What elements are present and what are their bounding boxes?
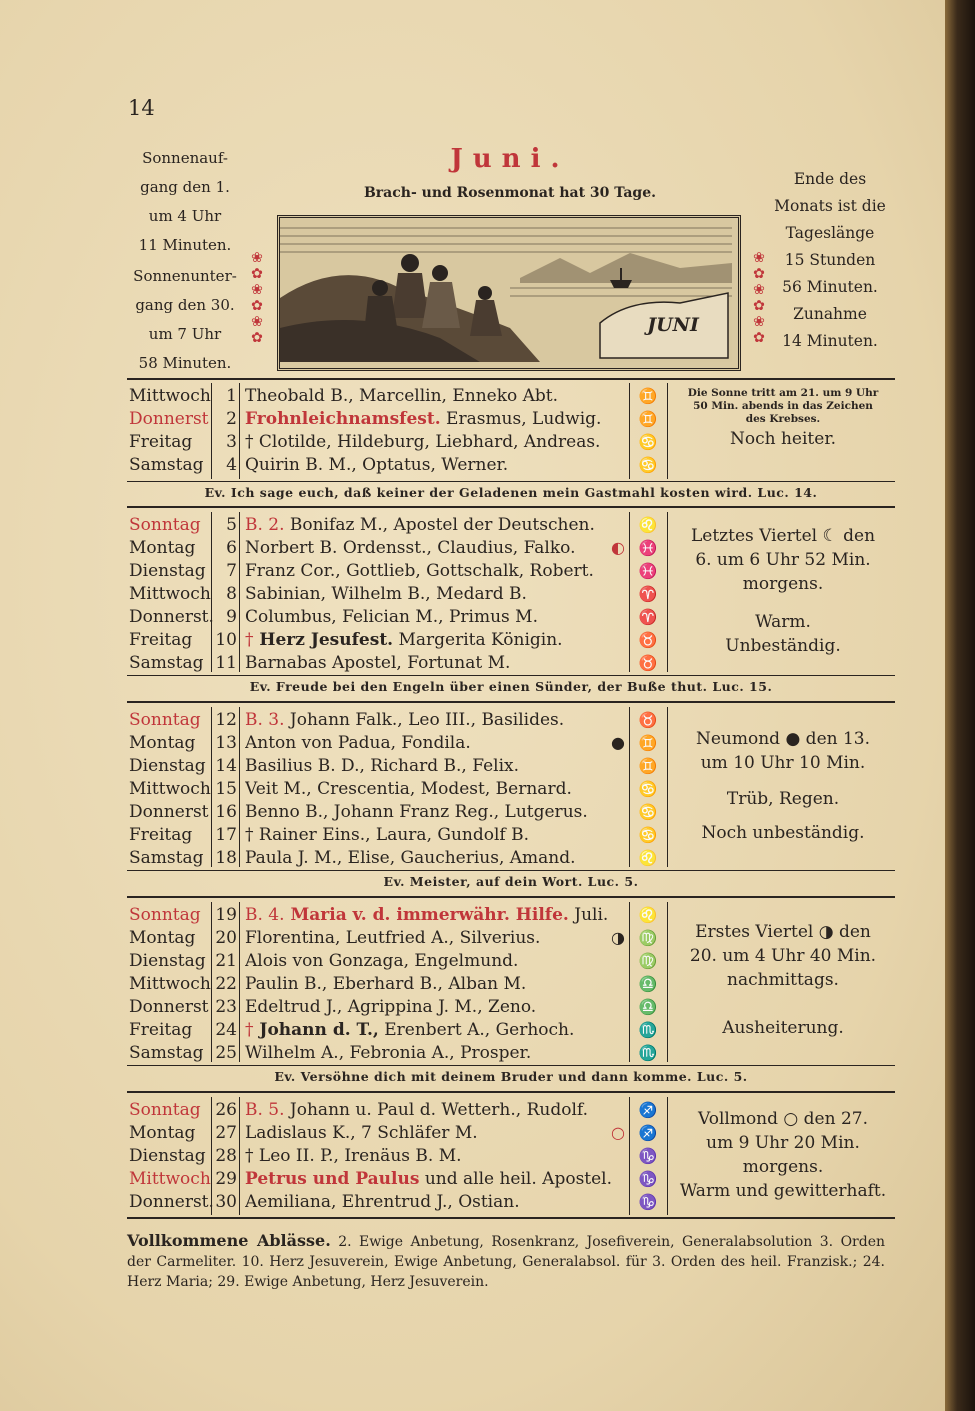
- day-number: 23: [215, 997, 237, 1017]
- sunday-number: B. 3.: [245, 710, 285, 730]
- saints-text: Edeltrud J., Agrippina J. M., Zeno.: [245, 997, 537, 1017]
- saints-text: Veit M., Crescentia, Modest, Bernard.: [245, 779, 572, 799]
- saints-names: Johann Falk., Leo III., Basilides.: [284, 710, 565, 730]
- sunday-number: B. 5.: [245, 1100, 285, 1120]
- feast-name: Maria v. d. immerwähr. Hilfe.: [284, 905, 569, 925]
- taurus-icon: ♉: [638, 711, 658, 729]
- day-number: 12: [215, 710, 237, 730]
- gospel-line: Ev. Versöhne dich mit deinem Bruder und dann komme. Luc. 5.: [274, 1069, 748, 1084]
- day-number: 19: [215, 905, 237, 925]
- virgo-icon: ♍: [638, 952, 658, 970]
- saints-text: Ladislaus K., 7 Schläfer M.: [245, 1123, 478, 1143]
- saints-text: [245, 408, 627, 430]
- week-note: [672, 1107, 894, 1203]
- day-number: 13: [215, 733, 237, 753]
- divider: [127, 378, 895, 380]
- saints-text: Wilhelm A., Febronia A., Prosper.: [245, 1043, 532, 1063]
- right-note-line: Zunahme: [793, 305, 867, 323]
- weather-note: Warm und gewitterhaft.: [679, 1181, 887, 1201]
- weekday: Sonntag: [129, 1100, 201, 1120]
- sagittarius-icon: ♐: [638, 1124, 658, 1142]
- weekday: Samstag: [129, 1043, 204, 1063]
- weekday: Dienstag: [129, 951, 206, 971]
- left-note-line: 58 Minuten.: [138, 354, 232, 372]
- day-number: 6: [226, 538, 237, 558]
- taurus-icon: ♉: [638, 654, 658, 672]
- weather-note: Trüb, Regen.: [726, 789, 840, 809]
- saints-names: Juli.: [568, 905, 609, 925]
- saints-text: [245, 514, 627, 536]
- libra-icon: ♎: [638, 998, 658, 1016]
- right-note-line: 56 Minuten.: [782, 278, 878, 296]
- saints-names: Erasmus, Ludwig.: [440, 409, 602, 429]
- fasting-cross: †: [245, 1020, 254, 1040]
- day-number: 29: [215, 1169, 237, 1189]
- saints-text: Anton von Padua, Fondila.: [245, 733, 471, 753]
- weekday: Dienstag: [129, 561, 206, 581]
- saints-text: Sabinian, Wilhelm B., Medard B.: [245, 584, 527, 604]
- right-note-line: 14 Minuten.: [782, 332, 878, 350]
- saints-text: Norbert B. Ordensst., Claudius, Falko.: [245, 538, 576, 558]
- saints-text: Paulin B., Eberhard B., Alban M.: [245, 974, 527, 994]
- note-line: Letztes Viertel ☾ den: [690, 526, 876, 546]
- gospel-line: Ev. Ich sage euch, daß keiner der Geladenen mein Gastmahl kosten wird. Luc. 14.: [204, 485, 818, 500]
- divider: [127, 1091, 895, 1093]
- feast-name: Johann d. T.,: [253, 1020, 379, 1040]
- note-line: um 10 Uhr 10 Min.: [700, 753, 866, 773]
- cancer-icon: ♋: [638, 780, 658, 798]
- cancer-icon: ♋: [638, 803, 658, 821]
- note-line: morgens.: [742, 574, 824, 594]
- day-number: 10: [215, 630, 237, 650]
- day-number: 17: [215, 825, 237, 845]
- saints-text: [245, 1019, 627, 1041]
- weekday: Mittwoch: [129, 779, 211, 799]
- left-note-line: gang den 30.: [135, 296, 235, 314]
- saints-text: Florentina, Leutfried A., Silverius.: [245, 928, 541, 948]
- month-illustration: [277, 215, 741, 371]
- scorpio-icon: ♏: [638, 1021, 658, 1039]
- weekday: Donnerst: [129, 409, 209, 429]
- floral-ornament-icon: ❀ ✿ ❀ ✿ ❀ ✿: [753, 250, 765, 346]
- page-number: 14: [128, 96, 155, 120]
- saints-text: Aemiliana, Ehrentrud J., Ostian.: [245, 1192, 520, 1212]
- saints-text: [245, 629, 627, 651]
- moon-phase-icon: ●: [611, 733, 625, 752]
- divider: [127, 481, 895, 482]
- cancer-icon: ♋: [638, 826, 658, 844]
- feast-name: Petrus und Paulus: [245, 1169, 420, 1189]
- left-note-line: Sonnenauf-: [142, 149, 228, 167]
- saints-names: Johann u. Paul d. Wetterh., Rudolf.: [284, 1100, 588, 1120]
- sunday-number: B. 2.: [245, 515, 285, 535]
- divider: [127, 506, 895, 508]
- week-block: [127, 512, 895, 674]
- taurus-icon: ♉: [638, 631, 658, 649]
- gemini-icon: ♊: [638, 410, 658, 428]
- day-number: 20: [215, 928, 237, 948]
- note-line: Vollmond ○ den 27.: [698, 1109, 868, 1129]
- weekday: Sonntag: [129, 905, 201, 925]
- saints-names: und alle heil. Apostel.: [419, 1169, 613, 1189]
- day-number: 4: [226, 455, 237, 475]
- footer-text: 2. Ewige Anbetung, Rosenkranz, Josefiverein, Generalabsolution 3. Orden der Carmeliter. 10. Herz Jesuverein, Ewige Anbetung, Generalabsol. für 3. Orden des heil. Franzisk.; 24. Herz Maria; 29. Ewige Anbetung, Herz Jesuverein.: [127, 1234, 885, 1290]
- virgo-icon: ♍: [638, 929, 658, 947]
- scorpio-icon: ♏: [638, 1044, 658, 1062]
- day-number: 14: [215, 756, 237, 776]
- note-line: um 9 Uhr 20 Min.: [706, 1133, 860, 1153]
- pisces-icon: ♓: [638, 539, 658, 557]
- week-note: [672, 387, 894, 452]
- day-length-note: [765, 166, 895, 355]
- weekday: Donnerst: [129, 997, 209, 1017]
- weather-note: Ausheiterung.: [722, 1018, 844, 1038]
- weekday: Freitag: [129, 1020, 193, 1040]
- weekday: Sonntag: [129, 515, 201, 535]
- leo-icon: ♌: [638, 906, 658, 924]
- day-row: [127, 847, 895, 869]
- weekday: Mittwoch: [129, 974, 211, 994]
- floral-ornament-icon: ❀ ✿ ❀ ✿ ❀ ✿: [251, 250, 263, 346]
- divider: [127, 1217, 895, 1219]
- saints-text: [245, 709, 627, 731]
- saints-text: [245, 904, 627, 926]
- saints-text: Paula J. M., Elise, Gaucherius, Amand.: [245, 848, 576, 868]
- day-number: 21: [215, 951, 237, 971]
- right-note-line: Tageslänge: [785, 224, 875, 242]
- left-note-line: gang den 1.: [140, 178, 230, 196]
- week-block: [127, 902, 895, 1064]
- note-line: des Krebses.: [745, 413, 821, 425]
- saints-text: Alois von Gonzaga, Engelmund.: [245, 951, 519, 971]
- day-number: 25: [215, 1043, 237, 1063]
- week-block: [127, 1097, 895, 1217]
- sagittarius-icon: ♐: [638, 1101, 658, 1119]
- feast-name: Herz Jesufest.: [253, 630, 394, 650]
- day-number: 8: [226, 584, 237, 604]
- feast-name: Frohnleichnamsfest.: [245, 409, 441, 429]
- aries-icon: ♈: [638, 608, 658, 626]
- sunrise-sunset-note: [130, 144, 240, 378]
- right-note-line: 15 Stunden: [784, 251, 876, 269]
- day-number: 3: [226, 432, 237, 452]
- day-number: 5: [226, 515, 237, 535]
- indulgences-footer: [127, 1231, 885, 1292]
- left-note-line: um 4 Uhr: [148, 207, 222, 225]
- weekday: Donnerst.: [129, 1192, 214, 1212]
- weather-note: Unbeständig.: [725, 636, 841, 656]
- saints-names: Margerita Königin.: [393, 630, 563, 650]
- day-number: 22: [215, 974, 237, 994]
- day-row: [127, 1042, 895, 1064]
- libra-icon: ♎: [638, 975, 658, 993]
- week-note: [672, 920, 894, 1040]
- weekday: Mittwoch: [129, 584, 211, 604]
- gemini-icon: ♊: [638, 757, 658, 775]
- day-number: 2: [226, 409, 237, 429]
- pisces-icon: ♓: [638, 562, 658, 580]
- saints-names: Bonifaz M., Apostel der Deutschen.: [284, 515, 595, 535]
- weather-note: Noch unbeständig.: [701, 823, 865, 843]
- weekday: Montag: [129, 538, 196, 558]
- banner-label: JUNI: [647, 314, 699, 336]
- month-subtitle: Brach- und Rosenmonat hat 30 Tage.: [363, 185, 657, 201]
- right-note-line: Monats ist die: [774, 197, 886, 215]
- saints-text: [245, 1099, 627, 1121]
- saints-text: Franz Cor., Gottlieb, Gottschalk, Robert.: [245, 561, 594, 581]
- note-line: 20. um 4 Uhr 40 Min.: [689, 946, 877, 966]
- aries-icon: ♈: [638, 585, 658, 603]
- weekday: Donnerst.: [129, 607, 214, 627]
- month-title: Juni.: [450, 144, 570, 174]
- day-number: 15: [215, 779, 237, 799]
- saints-text: Theobald B., Marcellin, Enneko Abt.: [245, 386, 559, 406]
- day-number: 27: [215, 1123, 237, 1143]
- saints-text: † Leo II. P., Irenäus B. M.: [245, 1146, 462, 1166]
- footer-title: Vollkommene Ablässe.: [127, 1231, 331, 1250]
- note-line: Die Sonne tritt am 21. um 9 Uhr: [687, 387, 879, 399]
- day-number: 24: [215, 1020, 237, 1040]
- weather-note: Warm.: [755, 612, 811, 632]
- capricorn-icon: ♑: [638, 1170, 658, 1188]
- divider: [127, 675, 895, 676]
- weekday: Montag: [129, 928, 196, 948]
- day-number: 16: [215, 802, 237, 822]
- weekday: Sonntag: [129, 710, 201, 730]
- week-block: [127, 707, 895, 869]
- note-line: morgens.: [742, 1157, 824, 1177]
- saints-text: Columbus, Felician M., Primus M.: [245, 607, 538, 627]
- saints-text: Barnabas Apostel, Fortunat M.: [245, 653, 511, 673]
- week-note: [672, 727, 894, 845]
- note-line: 6. um 6 Uhr 52 Min.: [695, 550, 871, 570]
- day-row: [127, 454, 895, 476]
- divider: [127, 870, 895, 871]
- saints-text: Benno B., Johann Franz Reg., Lutgerus.: [245, 802, 588, 822]
- right-note-line: Ende des: [793, 170, 867, 188]
- divider: [127, 896, 895, 898]
- weekday: Samstag: [129, 653, 204, 673]
- saints-text: [245, 1168, 627, 1190]
- week-block: [127, 383, 895, 483]
- gospel-line: Ev. Freude bei den Engeln über einen Sünder, der Buße thut. Luc. 15.: [249, 679, 773, 694]
- cancer-icon: ♋: [638, 433, 658, 451]
- day-number: 18: [215, 848, 237, 868]
- day-number: 30: [215, 1192, 237, 1212]
- gemini-icon: ♊: [638, 734, 658, 752]
- day-number: 26: [215, 1100, 237, 1120]
- weekday: Montag: [129, 733, 196, 753]
- left-note-line: um 7 Uhr: [148, 325, 222, 343]
- saints-text: Quirin B. M., Optatus, Werner.: [245, 455, 509, 475]
- moon-phase-icon: ◐: [611, 538, 625, 557]
- leo-icon: ♌: [638, 516, 658, 534]
- note-line: Erstes Viertel ◑ den: [695, 922, 871, 942]
- day-number: 9: [226, 607, 237, 627]
- day-number: 7: [226, 561, 237, 581]
- weekday: Donnerst: [129, 802, 209, 822]
- weekday: Mittwoch: [129, 386, 211, 406]
- weekday: Montag: [129, 1123, 196, 1143]
- left-note-line: 11 Minuten.: [138, 236, 232, 254]
- cancer-icon: ♋: [638, 456, 658, 474]
- weekday: Mittwoch: [129, 1169, 211, 1189]
- saints-text: † Rainer Eins., Laura, Gundolf B.: [245, 825, 530, 845]
- moon-phase-icon: ◑: [611, 928, 625, 947]
- leo-icon: ♌: [638, 849, 658, 867]
- weekday: Freitag: [129, 630, 193, 650]
- gospel-line: Ev. Meister, auf dein Wort. Luc. 5.: [383, 874, 639, 889]
- week-note: [672, 524, 894, 658]
- saints-text: † Clotilde, Hildeburg, Liebhard, Andreas.: [245, 432, 601, 452]
- capricorn-icon: ♑: [638, 1147, 658, 1165]
- weekday: Dienstag: [129, 1146, 206, 1166]
- weekday: Dienstag: [129, 756, 206, 776]
- saints-text: Basilius B. D., Richard B., Felix.: [245, 756, 520, 776]
- book-edge: [945, 0, 975, 1411]
- day-number: 1: [226, 386, 237, 406]
- picnic-scene-illustration: [280, 218, 732, 362]
- day-number: 28: [215, 1146, 237, 1166]
- weekday: Freitag: [129, 432, 193, 452]
- weekday: Freitag: [129, 825, 193, 845]
- left-note-line: Sonnenunter-: [133, 267, 237, 285]
- divider: [127, 701, 895, 703]
- saints-names: Erenbert A., Gerhoch.: [378, 1020, 575, 1040]
- divider: [127, 1065, 895, 1066]
- note-line: nachmittags.: [727, 970, 839, 990]
- gemini-icon: ♊: [638, 387, 658, 405]
- moon-phase-icon: ○: [611, 1123, 625, 1142]
- day-number: 11: [215, 653, 237, 673]
- note-line: Neumond ● den 13.: [695, 729, 871, 749]
- sunday-number: B. 4.: [245, 905, 285, 925]
- capricorn-icon: ♑: [638, 1193, 658, 1211]
- note-line: 50 Min. abends in das Zeichen: [693, 400, 873, 412]
- weather-note: Noch heiter.: [730, 429, 836, 449]
- weekday: Samstag: [129, 455, 204, 475]
- weekday: Samstag: [129, 848, 204, 868]
- fasting-cross: †: [245, 630, 254, 650]
